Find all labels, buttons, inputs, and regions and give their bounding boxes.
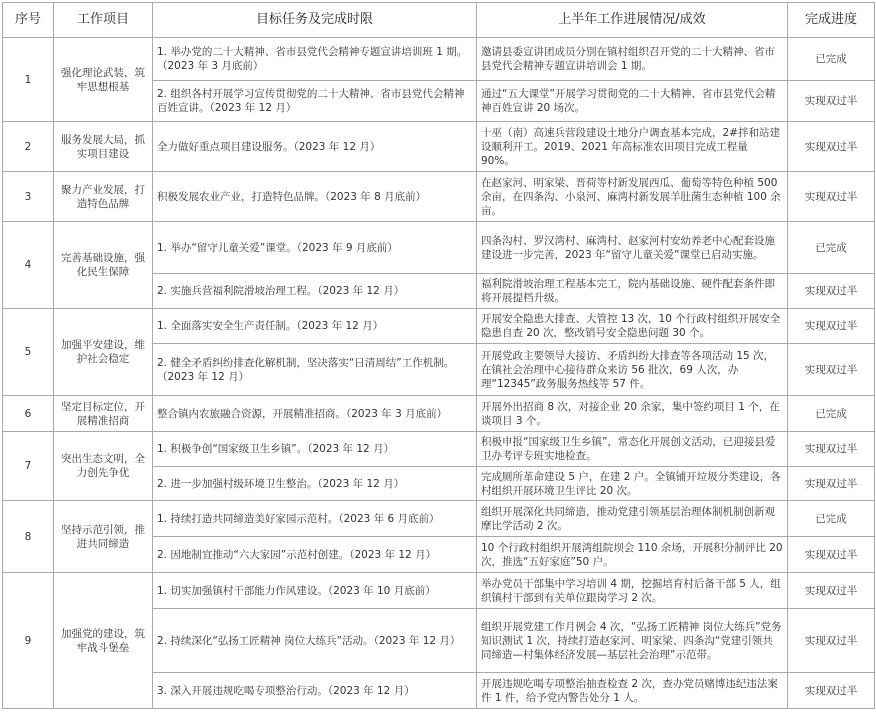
header-status: 完成进度 [788, 3, 875, 38]
status-cell: 实现双过半 [788, 673, 875, 709]
task-cell: 1. 持续打造共同缔造美好家园示范村。（2023 年 6 月底前） [153, 501, 477, 537]
status-cell: 实现双过半 [788, 309, 875, 344]
status-cell: 实现双过半 [788, 344, 875, 396]
status-cell: 实现双过半 [788, 467, 875, 501]
task-cell: 2. 组织各村开展学习宣传贯彻党的二十大精神、省市县党代会精神百姓宣讲。（2023 年 12 月） [153, 81, 477, 122]
work-item: 完善基础设施，强化民生保障 [54, 222, 153, 309]
status-cell: 实现双过半 [788, 122, 875, 172]
row-number: 7 [3, 432, 54, 501]
work-item: 坚定目标定位，开展精准招商 [54, 396, 153, 432]
progress-cell: 积极申报“国家级卫生乡镇”，常态化开展创文活动，已迎接县爱卫办考评专班实地检查。 [477, 432, 788, 467]
work-item: 强化理论武装，筑牢思想根基 [54, 38, 153, 122]
progress-cell: 组织开展深化共同缔造，推动党建引领基层治理体制机制创新观摩比学活动 2 次。 [477, 501, 788, 537]
task-cell: 整合镇内农旅融合资源，开展精准招商。（2023 年 3 月底前） [153, 396, 477, 432]
table-row [3, 222, 875, 274]
header-item: 工作项目 [54, 3, 153, 38]
task-cell: 2. 健全矛盾纠纷排查化解机制，坚决落实“日清周结”工作机制。（2023 年 12 月） [153, 344, 477, 396]
progress-cell: 通过“五大课堂”开展学习贯彻党的二十大精神、省市县党代会精神百姓宣讲 20 场次。 [477, 81, 788, 122]
status-cell: 实现双过半 [788, 274, 875, 309]
progress-cell: 十巫（南）高速兵营段建设土地分户调查基本完成，2#拌和站建设顺利开工。2019、2021 年高标准农田项目完成工程量 90%。 [477, 122, 788, 172]
progress-cell: 组织开展党建工作月例会 4 次，“弘扬工匠精神 岗位大练兵”党务知识测试 1 次，持续打造赵家河、明家梁、四条沟“党建引领共同缔造—村集体经济发展—基层社会治理”示范带。 [477, 609, 788, 673]
status-cell: 实现双过半 [788, 573, 875, 609]
progress-cell: 开展违规吃喝专项整治抽查检查 2 次，查办党员赌博违纪违法案件 1 件，给予党内警告处分 1 人。 [477, 673, 788, 709]
task-cell: 2. 持续深化“弘扬工匠精神 岗位大练兵”活动。（2023 年 12 月） [153, 609, 477, 673]
table-row [3, 432, 875, 467]
task-cell: 全力做好重点项目建设服务。（2023 年 12 月） [153, 122, 477, 172]
table-row [3, 122, 875, 172]
row-number: 5 [3, 309, 54, 396]
status-cell: 实现双过半 [788, 432, 875, 467]
row-number: 2 [3, 122, 54, 172]
table-row [3, 309, 875, 344]
table-row [3, 396, 875, 432]
progress-cell: 开展党政主要领导大接访、矛盾纠纷大排查等各项活动 15 次，在镇社会治理中心接待群众来访 56 批次，69 人次，办理“12345”政务服务热线等 57 件。 [477, 344, 788, 396]
row-number: 4 [3, 222, 54, 309]
task-cell: 2. 因地制宜推动“六大家园”示范村创建。（2023 年 12 月） [153, 537, 477, 573]
header-progress: 上半年工作进展情况/成效 [477, 3, 788, 38]
work-item: 聚力产业发展，打造特色品牌 [54, 172, 153, 222]
task-cell: 1. 切实加强镇村干部能力作风建设。（2023 年 10 月底前） [153, 573, 477, 609]
work-item: 服务发展大局，抓实项目建设 [54, 122, 153, 172]
task-cell: 2. 进一步加强村级环境卫生整治。（2023 年 12 月） [153, 467, 477, 501]
status-cell: 实现双过半 [788, 609, 875, 673]
progress-cell: 福利院滑坡治理工程基本完工，院内基础设施、硬件配套条件即将开展提档升级。 [477, 274, 788, 309]
work-item: 坚持示范引领，推进共同缔造 [54, 501, 153, 573]
row-number: 8 [3, 501, 54, 573]
status-cell: 已完成 [788, 38, 875, 81]
task-cell: 1. 举办党的二十大精神、省市县党代会精神专题宣讲培训班 1 期。（2023 年 3 月底前） [153, 38, 477, 81]
status-cell: 实现双过半 [788, 81, 875, 122]
task-cell: 2. 实施兵营福利院滑坡治理工程。（2023 年 12 月） [153, 274, 477, 309]
progress-table [2, 2, 875, 709]
header-row [3, 3, 875, 38]
header-task: 目标任务及完成时限 [153, 3, 477, 38]
status-cell: 已完成 [788, 396, 875, 432]
work-item: 加强党的建设，筑牢战斗堡垒 [54, 573, 153, 709]
task-cell: 1. 全面落实安全生产责任制。（2023 年 12 月） [153, 309, 477, 344]
row-number: 6 [3, 396, 54, 432]
table-row [3, 573, 875, 609]
table-row [3, 38, 875, 81]
work-item: 加强平安建设，维护社会稳定 [54, 309, 153, 396]
progress-cell: 开展外出招商 8 次，对接企业 20 余家，集中签约项目 1 个，在谈项目 3 个。 [477, 396, 788, 432]
header-no: 序号 [3, 3, 54, 38]
task-cell: 积极发展农业产业，打造特色品牌。（2023 年 8 月底前） [153, 172, 477, 222]
row-number: 3 [3, 172, 54, 222]
task-cell: 3. 深入开展违规吃喝专项整治行动。（2023 年 12 月） [153, 673, 477, 709]
status-cell: 实现双过半 [788, 537, 875, 573]
status-cell: 已完成 [788, 501, 875, 537]
progress-cell: 邀请县委宣讲团成员分别在镇村组织召开党的二十大精神、省市县党代会精神专题宣讲培训会 1 期。 [477, 38, 788, 81]
table-row [3, 501, 875, 537]
progress-cell: 10 个行政村组织开展湾组院坝会 110 余场，开展积分制评比 20 次，推选“五好家庭”50 户。 [477, 537, 788, 573]
row-number: 9 [3, 573, 54, 709]
task-cell: 1. 积极争创“国家级卫生乡镇”。（2023 年 12 月） [153, 432, 477, 467]
progress-cell: 完成厕所革命建设 5 户，在建 2 户。全镇铺开垃圾分类建设，各村组织开展环境卫生评比 20 次。 [477, 467, 788, 501]
status-cell: 已完成 [788, 222, 875, 274]
task-cell: 1. 举办“留守儿童关爱”课堂。（2023 年 9 月底前） [153, 222, 477, 274]
table-row [3, 172, 875, 222]
progress-cell: 开展安全隐患大排查、大管控 13 次，10 个行政村组织开展安全隐患自查 20 次，整改销号安全隐患问题 30 个。 [477, 309, 788, 344]
progress-cell: 四条沟村、罗汉湾村、麻湾村、赵家河村安幼养老中心配套设施建设进一步完善，2023 年“留守儿童关爱”课堂已启动实施。 [477, 222, 788, 274]
status-cell: 实现双过半 [788, 172, 875, 222]
progress-cell: 在赵家河、明家梁、晋荷等村新发展西瓜、葡萄等特色种植 500 余亩，在四条沟、小泉河、麻湾村新发展羊肚菌生态种植 100 余亩。 [477, 172, 788, 222]
row-number: 1 [3, 38, 54, 122]
progress-cell: 举办党员干部集中学习培训 4 期，挖掘培育村后备干部 5 人，组织镇村干部到有关单位跟岗学习 2 次。 [477, 573, 788, 609]
work-item: 突出生态文明，全力创先争优 [54, 432, 153, 501]
